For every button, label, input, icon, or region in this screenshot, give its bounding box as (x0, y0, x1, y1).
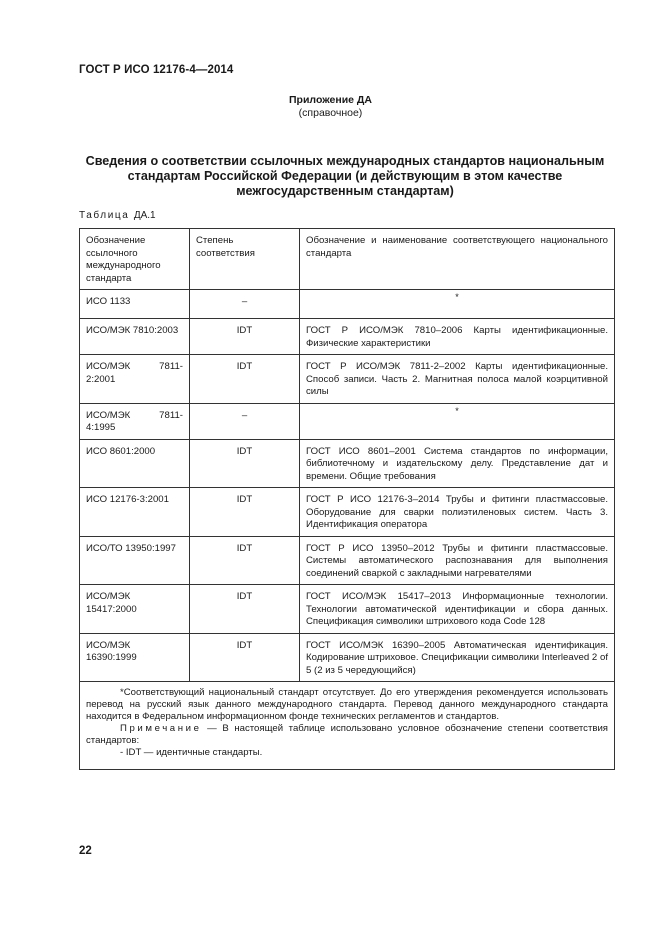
column-header-national: Обозначение и наименование соответствующего национального стандарта (300, 229, 615, 290)
standards-table (79, 228, 615, 770)
cell-degree: IDT (190, 488, 300, 537)
cell-degree: IDT (190, 536, 300, 585)
idt-definition: - IDT — идентичные стандарты. (120, 747, 263, 758)
appendix-subtitle: (справочное) (298, 107, 363, 119)
table-row (80, 633, 615, 682)
table-caption-label: Таблица (79, 210, 130, 221)
cell-reference: ИСО/МЭК 7811-4:1995 (80, 403, 190, 439)
cell-national: ГОСТ ИСО/МЭК 15417–2013 Информационные технологии. Технологии автоматической идентификации и сбора данных. Спецификация символики штрихового кода Code 128 (300, 585, 615, 634)
cell-reference: ИСО/МЭК 16390:1999 (80, 633, 190, 682)
note-text: — В настоящей таблице использовано условное обозначение степени соответствия стандартов: (86, 723, 608, 746)
table-row (80, 585, 615, 634)
table-row (80, 355, 615, 404)
cell-reference: ИСО/МЭК 7810:2003 (80, 319, 190, 355)
cell-national: ГОСТ Р ИСО/МЭК 7811-2–2002 Карты идентификационные. Способ записи. Часть 2. Магнитная полоса малой коэрцитивной силы (300, 355, 615, 404)
table-row (80, 290, 615, 319)
note-label: Примечание (120, 723, 202, 734)
table-row (80, 439, 615, 488)
table-caption-number: ДА.1 (133, 210, 156, 221)
column-header-reference: Обозначение ссылочного международного стандарта (80, 229, 190, 290)
cell-reference: ИСО 12176-3:2001 (80, 488, 190, 537)
cell-degree: – (190, 403, 300, 439)
table-row (80, 536, 615, 585)
cell-reference: ИСО 8601:2000 (80, 439, 190, 488)
cell-degree: IDT (190, 439, 300, 488)
cell-national: ГОСТ Р ИСО 13950–2012 Трубы и фитинги пластмассовые. Системы автоматического распознавания для выполнения соединений сваркой с закладными нагревателями (300, 536, 615, 585)
page-number: 22 (79, 845, 92, 857)
cell-national: ГОСТ Р ИСО/МЭК 7810–2006 Карты идентификационные. Физические характеристики (300, 319, 615, 355)
appendix-title: Приложение ДА (289, 94, 372, 106)
column-header-degree: Степень соответствия (190, 229, 300, 290)
cell-national: ГОСТ ИСО 8601–2001 Система стандартов по информации, библиотечному и издательскому делу. Представление дат и времени. Общие требования (300, 439, 615, 488)
cell-national: ГОСТ Р ИСО 12176-3–2014 Трубы и фитинги пластмассовые. Оборудование для сварки полиэтиленовых систем. Часть 3. Идентификация оператора (300, 488, 615, 537)
note-paragraph (86, 723, 608, 747)
cell-national (300, 290, 615, 319)
cell-reference: ИСО 1133 (80, 290, 190, 319)
footnote-asterisk: * (120, 687, 124, 698)
cell-national: ГОСТ ИСО/МЭК 16390–2005 Автоматическая идентификация. Кодирование штриховое. Спецификации символики Interleaved 2 of 5 (2 из 5 чередующийся) (300, 633, 615, 682)
footnote-marker: * (455, 405, 459, 416)
cell-degree: – (190, 290, 300, 319)
table-footnote-row (80, 682, 615, 770)
table-row (80, 403, 615, 439)
cell-reference: ИСО/МЭК 7811-2:2001 (80, 355, 190, 404)
footnote-marker: * (455, 291, 459, 302)
table-caption (79, 210, 156, 221)
section-heading: Сведения о соответствии ссылочных международных стандартов национальным стандартам Российской Федерации (и действующим в этом качестве межгосударственным стандартам) (85, 154, 605, 198)
cell-degree: IDT (190, 355, 300, 404)
footnote-text (86, 687, 608, 723)
cell-reference: ИСО/ТО 13950:1997 (80, 536, 190, 585)
table-header-row (80, 229, 615, 290)
cell-reference: ИСО/МЭК 15417:2000 (80, 585, 190, 634)
cell-degree: IDT (190, 633, 300, 682)
cell-national (300, 403, 615, 439)
cell-degree: IDT (190, 585, 300, 634)
footnote-body: Соответствующий национальный стандарт отсутствует. До его утверждения рекомендуется использовать перевод на русский язык данного международного стандарта. Перевод данного международного стандарта находится в Федеральном информационном фонде технических регламентов и стандартов. (86, 687, 608, 722)
table-footnote (80, 682, 615, 770)
appendix-header (0, 94, 661, 120)
table-row (80, 488, 615, 537)
document-code: ГОСТ Р ИСО 12176-4—2014 (79, 64, 234, 76)
table-row (80, 319, 615, 355)
cell-degree: IDT (190, 319, 300, 355)
